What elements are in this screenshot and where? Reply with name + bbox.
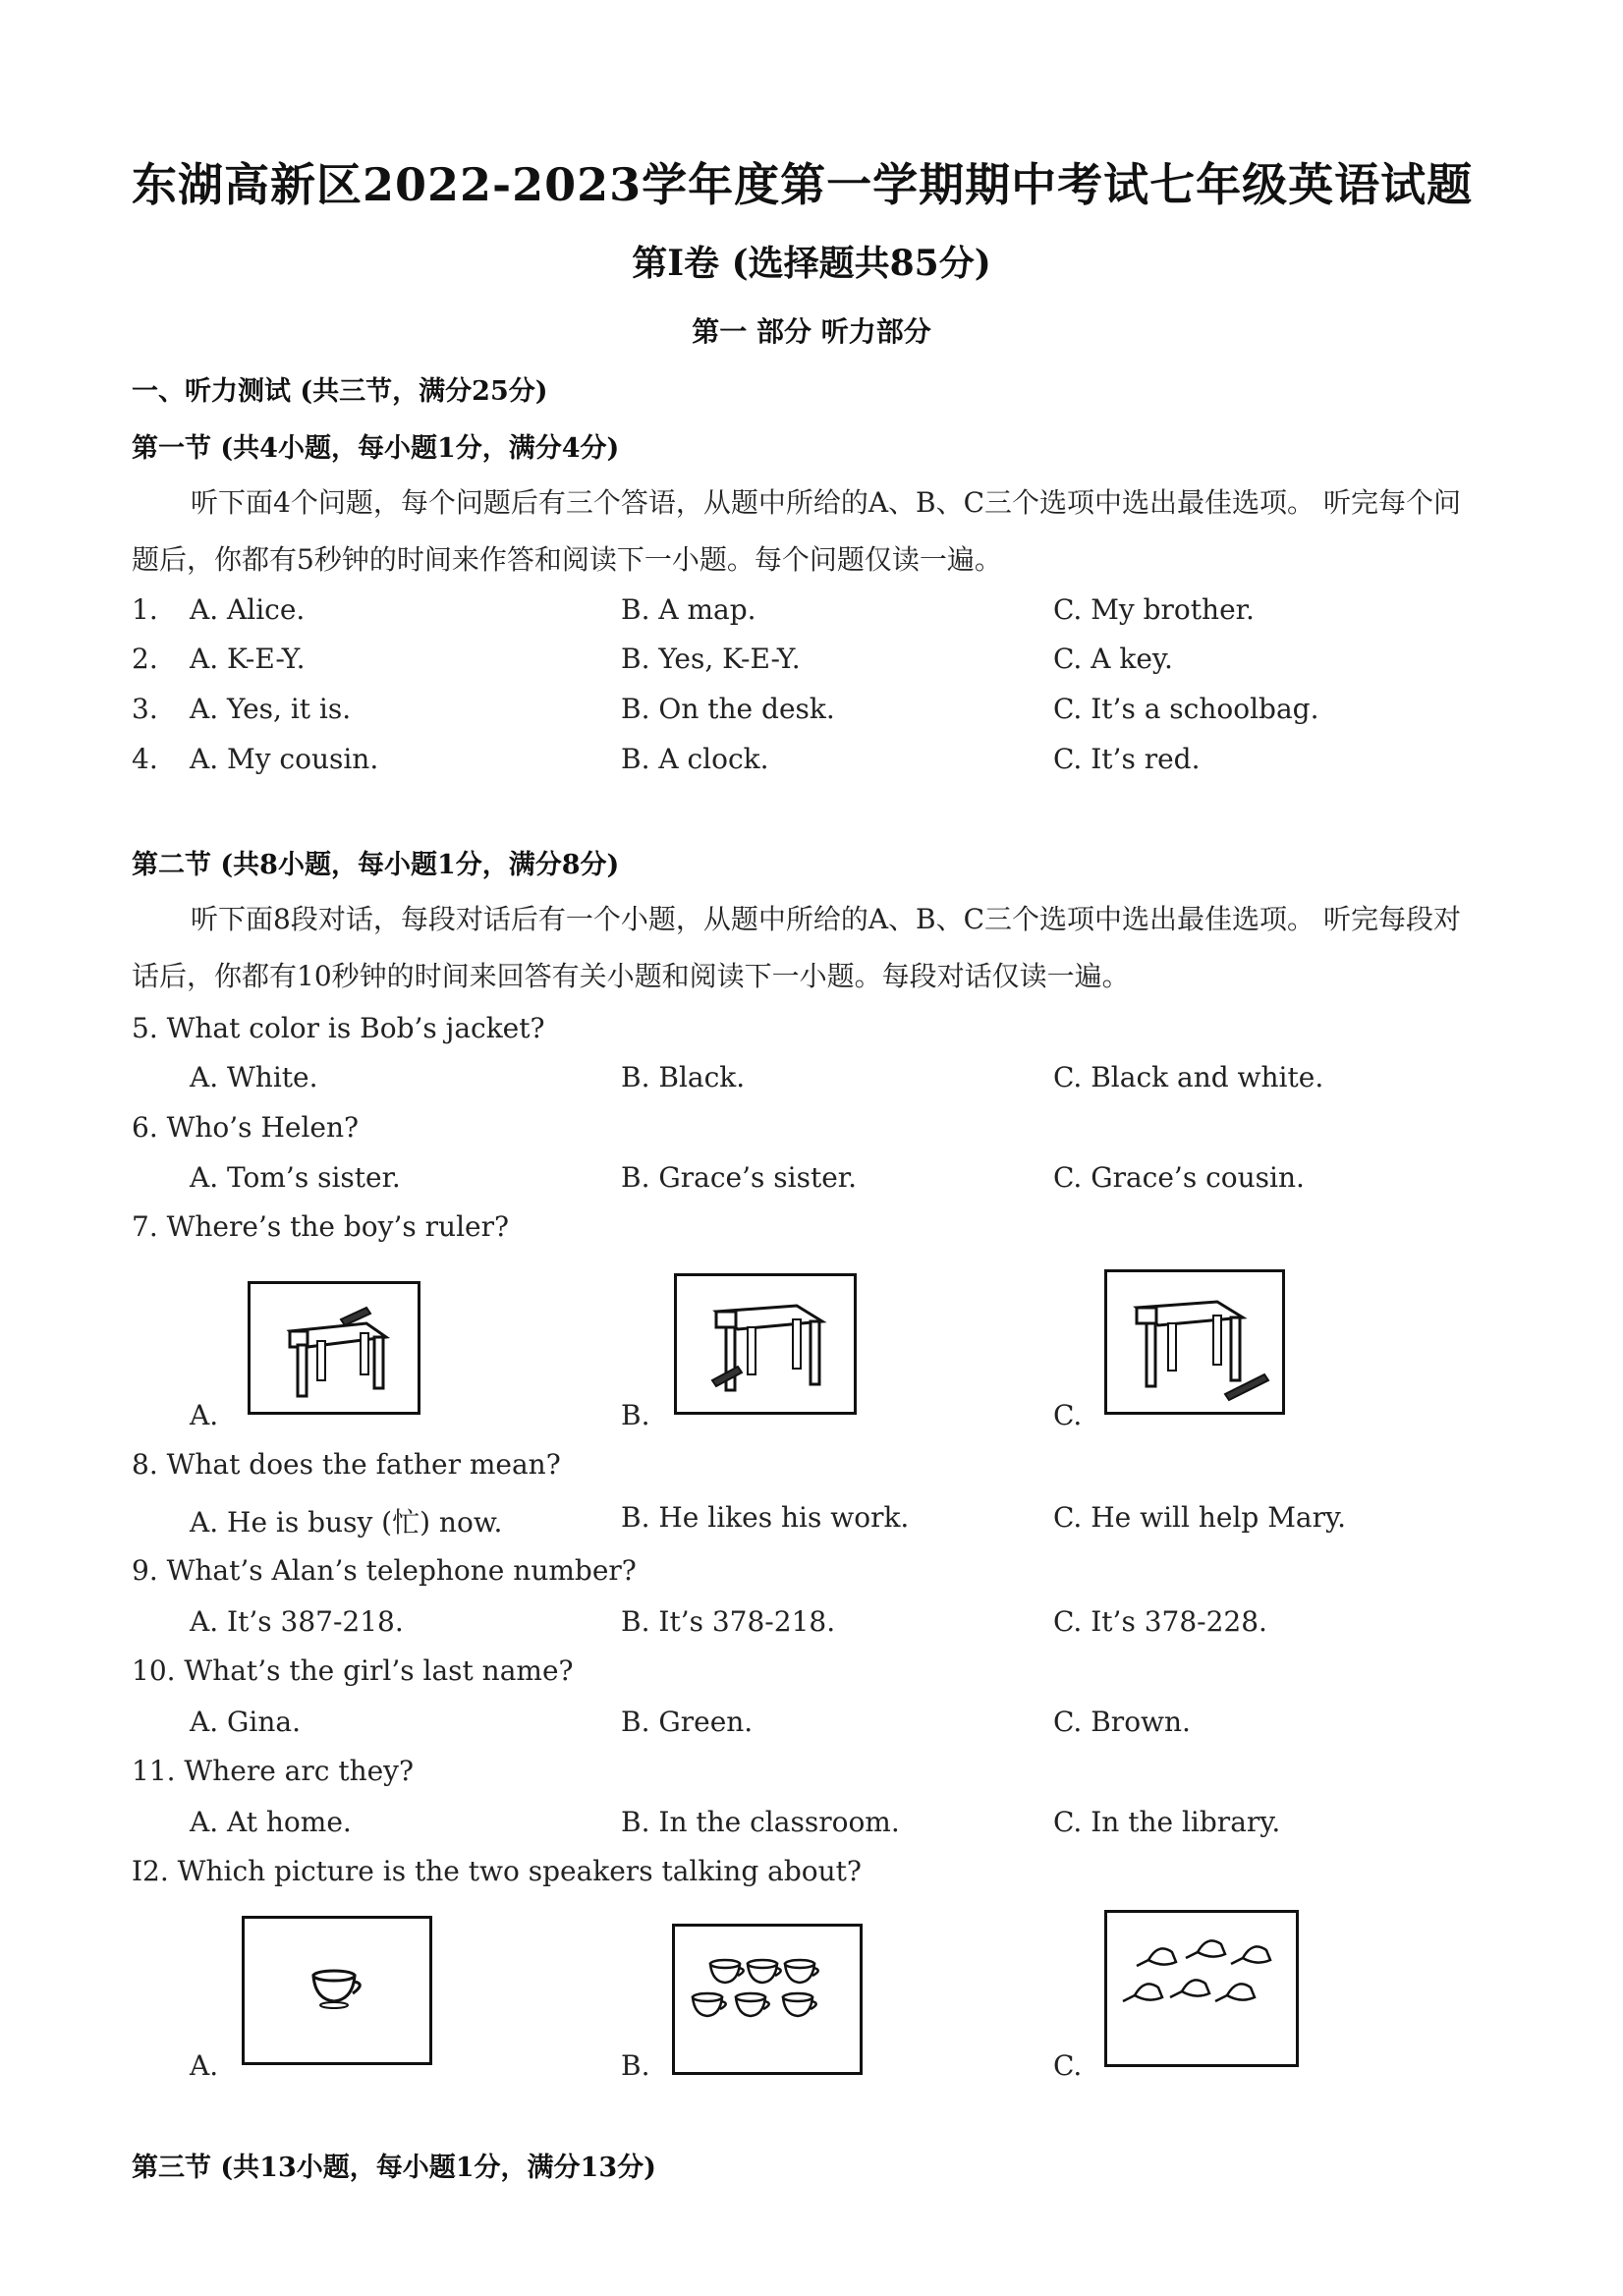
picture-five-cups bbox=[672, 1924, 863, 2075]
section2-instruction-line1: 听下面8段对话，每段对话后有一个小题，从题中所给的A、B、C三个选项中选出最佳选项。 听完每段对 bbox=[191, 903, 1461, 935]
option-a: A. Gina. bbox=[190, 1706, 301, 1738]
option-a: A. White. bbox=[190, 1061, 318, 1093]
option-b: B. Green. bbox=[621, 1706, 754, 1738]
section1-instruction-line2: 题后，你都有5秒钟的时间来作答和阅读下一小题。每个问题仅读一遍。 bbox=[132, 543, 1002, 576]
option-a: A. At home. bbox=[190, 1806, 352, 1838]
option-c: C. Grace’s cousin. bbox=[1053, 1161, 1305, 1194]
picture-five-caps bbox=[1104, 1910, 1299, 2067]
question-8: 8. What does the father mean? bbox=[132, 1448, 561, 1481]
question-number: 3. bbox=[132, 693, 158, 725]
picture-label-a: A. bbox=[190, 2049, 219, 2082]
option-c: C. In the library. bbox=[1053, 1806, 1281, 1838]
option-c: C. My brother. bbox=[1053, 593, 1255, 626]
part-heading: 第一 部分 听力部分 bbox=[692, 315, 931, 348]
option-a: A. My cousin. bbox=[190, 743, 379, 775]
option-b: B. He likes his work. bbox=[621, 1501, 910, 1534]
option-c: C. Brown. bbox=[1053, 1706, 1191, 1738]
option-a: A. K-E-Y. bbox=[190, 643, 306, 675]
option-b: B. Yes, K-E-Y. bbox=[621, 643, 801, 675]
question-9: 9. What’s Alan’s telephone number? bbox=[132, 1554, 637, 1587]
picture-label-c: C. bbox=[1053, 2049, 1083, 2082]
option-b: B. A clock. bbox=[621, 743, 769, 775]
section1-heading: 第一节 (共4小题，每小题1分，满分4分) bbox=[132, 433, 620, 464]
picture-label-a: A. bbox=[190, 1399, 219, 1431]
question-12: I2. Which picture is the two speakers talking about? bbox=[132, 1855, 862, 1887]
picture-ruler-on-table bbox=[248, 1281, 420, 1415]
question-6: 6. Who’s Helen? bbox=[132, 1111, 360, 1144]
option-c: C. Black and white. bbox=[1053, 1061, 1324, 1093]
option-a: A. Tom’s sister. bbox=[190, 1161, 401, 1194]
option-a: A. He is busy (忙) now. bbox=[190, 1506, 503, 1539]
picture-ruler-beside-table bbox=[1104, 1269, 1285, 1415]
picture-label-b: B. bbox=[621, 2049, 650, 2082]
option-c: C. It’s a schoolbag. bbox=[1053, 693, 1319, 725]
section-heading: 一、听力测试 (共三节，满分25分) bbox=[132, 376, 548, 407]
section2-heading: 第二节 (共8小题，每小题1分，满分8分) bbox=[132, 850, 620, 880]
option-a: A. Alice. bbox=[190, 593, 306, 626]
question-number: 4. bbox=[132, 743, 158, 775]
question-number: 2. bbox=[132, 643, 158, 675]
section2-instruction-line2: 话后，你都有10秒钟的时间来回答有关小题和阅读下一小题。每段对话仅读一遍。 bbox=[132, 960, 1130, 992]
picture-ruler-under-table bbox=[674, 1273, 857, 1415]
question-11: 11. Where arc they? bbox=[132, 1755, 415, 1787]
volume-heading: 第I卷 (选择题共85分) bbox=[632, 243, 991, 284]
question-10: 10. What’s the girl’s last name? bbox=[132, 1654, 574, 1687]
option-c: C. He will help Mary. bbox=[1053, 1501, 1346, 1534]
section1-instruction-line1: 听下面4个问题，每个问题后有三个答语，从题中所给的A、B、C三个选项中选出最佳选项。 听完每个问 bbox=[191, 486, 1461, 519]
picture-one-cup bbox=[242, 1916, 432, 2065]
option-a: A. It’s 387-218. bbox=[190, 1605, 404, 1638]
question-7: 7. Where’s the boy’s ruler? bbox=[132, 1210, 509, 1243]
section3-heading: 第三节 (共13小题，每小题1分，满分13分) bbox=[132, 2153, 656, 2183]
exam-title: 东湖高新区2022-2023学年度第一学期期中考试七年级英语试题 bbox=[132, 158, 1474, 211]
option-c: C. It’s red. bbox=[1053, 743, 1201, 775]
option-a: A. Yes, it is. bbox=[190, 693, 352, 725]
option-b: B. Black. bbox=[621, 1061, 746, 1093]
option-b: B. Grace’s sister. bbox=[621, 1161, 857, 1194]
picture-label-b: B. bbox=[621, 1399, 650, 1431]
option-c: C. It’s 378-228. bbox=[1053, 1605, 1267, 1638]
option-b: B. In the classroom. bbox=[621, 1806, 900, 1838]
option-b: B. It’s 378-218. bbox=[621, 1605, 836, 1638]
question-number: 1. bbox=[132, 593, 158, 626]
option-b: B. A map. bbox=[621, 593, 756, 626]
option-b: B. On the desk. bbox=[621, 693, 835, 725]
question-5: 5. What color is Bob’s jacket? bbox=[132, 1012, 545, 1044]
picture-label-c: C. bbox=[1053, 1399, 1083, 1431]
option-c: C. A key. bbox=[1053, 643, 1173, 675]
